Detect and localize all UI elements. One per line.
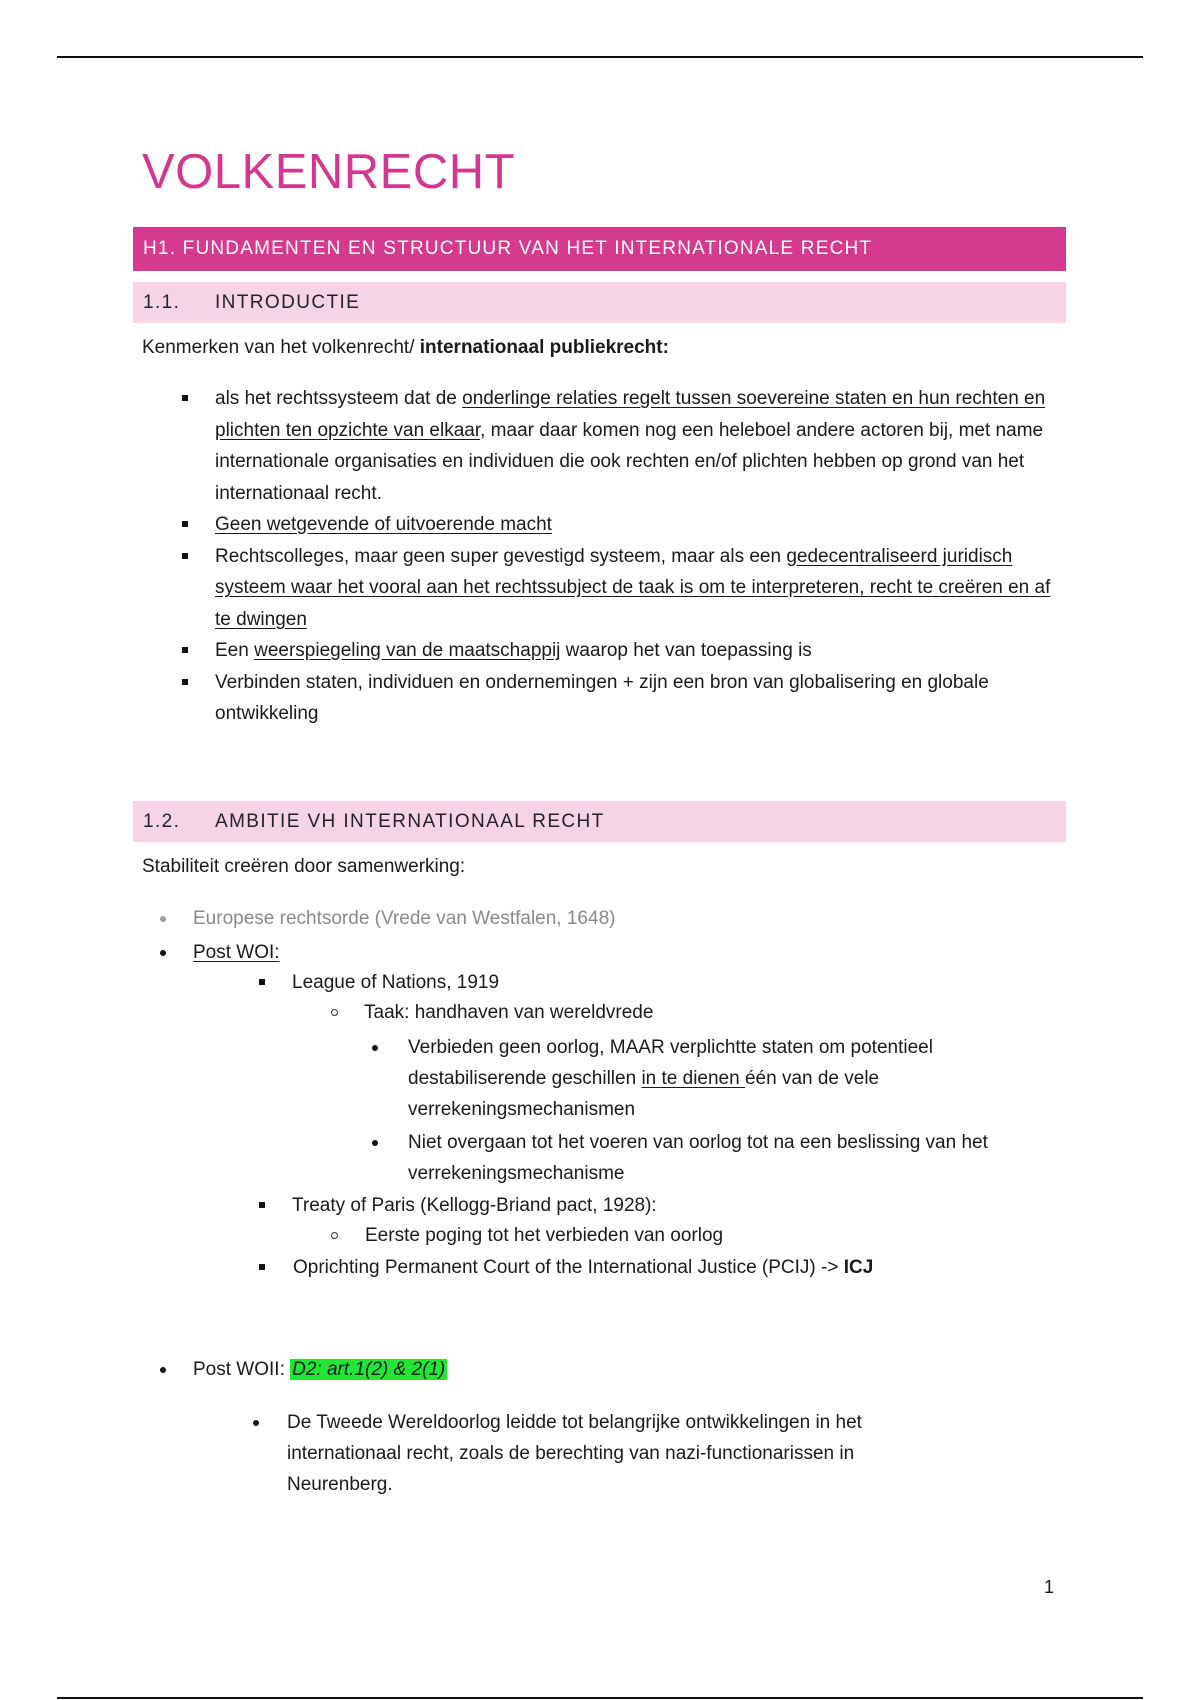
characteristics-list [0, 383, 1060, 730]
underlined-text: onderlinge relaties regelt tussen soevereine staten en hun rechten en plichten ten opzichte van elkaar [215, 388, 1046, 441]
text: Post WOII: [193, 1359, 291, 1380]
list-item-league [259, 967, 1059, 998]
text: Rechtscolleges, maar geen super gevestigd systeem, maar als een [215, 545, 787, 567]
text: Eerste poging tot het verbieden van oorlog [365, 1225, 724, 1246]
bottom-rule [57, 1697, 1143, 1699]
text: waarop het van toepassing is [560, 640, 812, 661]
text: Niet overgaan tot het voeren van oorlog tot na een beslissing van het verrekeningsmechanisme [408, 1132, 988, 1184]
underlined-text: weerspiegeling van de maatschappij [254, 640, 561, 661]
list-item-oprichting [259, 1252, 1059, 1283]
bold-text: ICJ [843, 1257, 874, 1278]
document-title: VOLKENRECHT [142, 145, 516, 199]
list-item-grey [160, 903, 1060, 934]
top-rule [57, 56, 1143, 58]
text: Taak: handhaven van wereldvrede [364, 1002, 654, 1023]
intro-text: Kenmerken van het volkenrecht/ [142, 337, 420, 358]
section-title: AMBITIE VH INTERNATIONAAL RECHT [215, 810, 605, 832]
text: Een [215, 640, 255, 661]
text: , maar daar komen nog een heleboel andere actoren bij, met name internationale organisaties en individuen die ook rechten en/of plichten hebben op grond van het internationaal recht. [215, 419, 1044, 504]
list-item-post-woi [160, 937, 1060, 968]
text-block [372, 1032, 1072, 1125]
list-item [0, 635, 1060, 667]
underlined-text: gedecentraliseerd juridisch systeem waar het vooral aan het rechtssubject de taak is om te interpreteren, recht te creëren en af te dwingen [215, 545, 1051, 630]
list-item-woii-text [253, 1407, 953, 1500]
text: Verbinden staten, individuen en ondernemingen + zijn een bron van globalisering en globale ontwikkeling [215, 671, 989, 724]
chapter-heading: H1. FUNDAMENTEN EN STRUCTUUR VAN HET INTERNATIONALE RECHT [133, 227, 1066, 271]
underlined-text: in te dienen [641, 1068, 745, 1089]
section-number: 1.1. [143, 291, 181, 313]
text: als het rechtssysteem dat de [215, 388, 463, 409]
text: één van de vele verrekeningsmechanismen [408, 1068, 880, 1120]
intro-bold: internationaal publiekrecht: [419, 337, 669, 358]
text: Verbieden geen oorlog, MAAR verplichtte staten om potentieel destabiliserende geschillen [408, 1037, 933, 1089]
list-item-eerste-poging [331, 1220, 1061, 1251]
list-item [0, 509, 1060, 541]
text: Europese rechtsorde (Vrede van Westfalen, 1648) [193, 908, 616, 929]
list-item-taak [331, 997, 1061, 1028]
list-item-treaty [259, 1190, 1059, 1221]
text: Oprichting Permanent Court of the International Justice (PCIJ) -> [293, 1257, 844, 1278]
list-item-post-woii [160, 1354, 1060, 1385]
section2-intro: Stabiliteit creëren door samenwerking: [142, 856, 466, 877]
page-number: 1 [1044, 1577, 1055, 1597]
text-block [160, 1354, 1060, 1385]
text: League of Nations, 1919 [292, 972, 500, 993]
section-heading-1-1 [133, 282, 1066, 323]
underlined-text: Geen wetgevende of uitvoerende macht [215, 514, 552, 535]
intro-paragraph [142, 335, 669, 362]
list-item [0, 383, 1060, 509]
section-heading-1-2 [133, 801, 1066, 842]
text: De Tweede Wereldoorlog leidde tot belangrijke ontwikkelingen in het internationaal recht, zoals de berechting van nazi-functionarissen in Neurenberg. [287, 1412, 862, 1495]
text-block [259, 1252, 1059, 1283]
text: Treaty of Paris (Kellogg-Briand pact, 1928): [292, 1195, 657, 1216]
section-number: 1.2. [143, 810, 181, 832]
highlighted-reference: D2: art.1(2) & 2(1) [292, 1359, 446, 1380]
section-title: INTRODUCTIE [215, 291, 361, 313]
underlined-text: Post WOI: [193, 942, 280, 963]
list-item [0, 667, 1060, 730]
list-item [0, 541, 1060, 636]
list-item-niet-overgaan [372, 1127, 1072, 1189]
list-item-verbieden [372, 1032, 1072, 1125]
